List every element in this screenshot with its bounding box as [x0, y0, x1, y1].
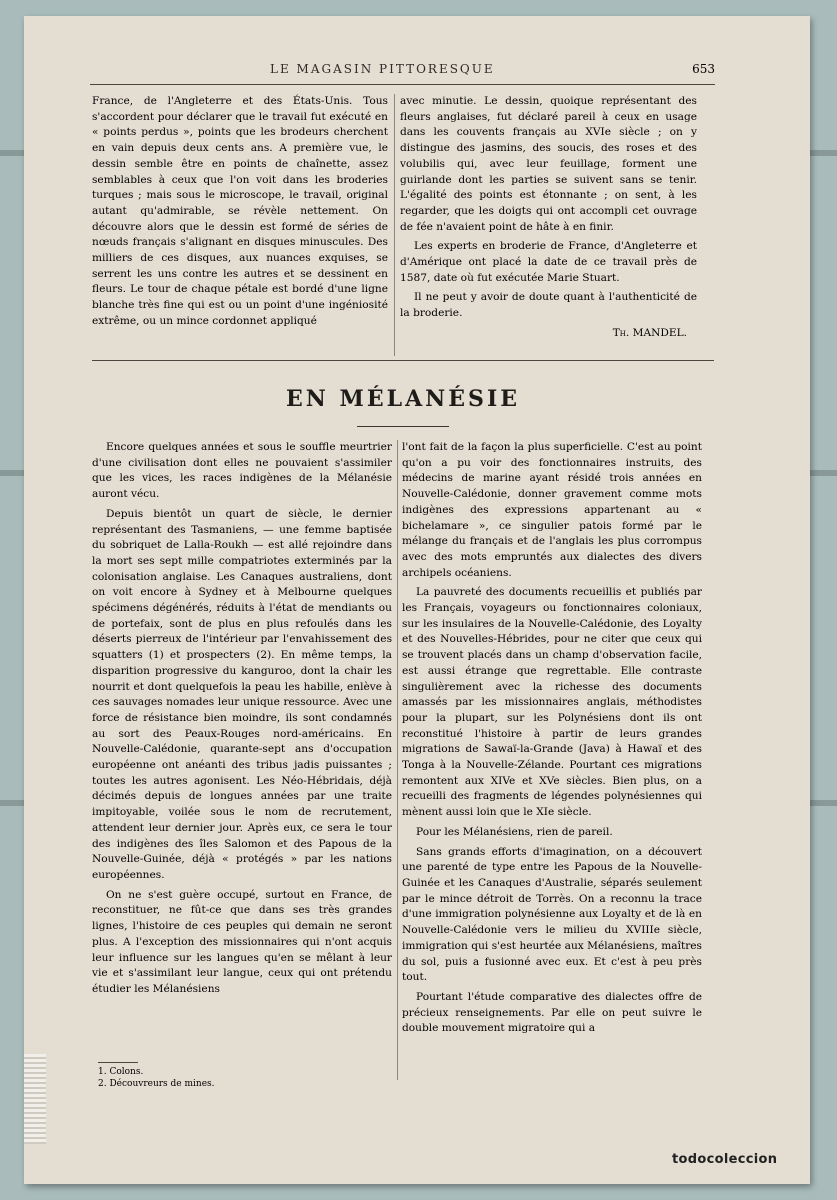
paragraph: Pourtant l'étude comparative des dialectes offre de précieux renseignements. Par elle on peut suivre le double mouvement migratoire qui a [402, 990, 702, 1035]
paragraph: France, de l'Angleterre et des États-Unis. Tous s'accordent pour déclarer que le travail fut exécuté en « points perdus », points que les brodeurs cherchent en vain depuis deux cents ans. A première vue, le dessin semble être en points de chaînette, assez semblables à ceux que l'on voit dans les broderies turques ; mais sous le microscope, le travail, original autant qu'admirable, se révèle nettement. On découvre alors que le dessin est formé de séries de nœuds français s'alignant en disques minuscules. Des milliers de ces disques, aux nuances exquises, se serrent les uns contre les autres et se dessinent en fleurs. Le tour de chaque pétale est bordé d'une ligne blanche très fine qui est ou un point d'une ingéniosité extrême, ou un mince cordonnet appliqué [92, 95, 388, 327]
footnote-rule [98, 1062, 138, 1063]
title-underline [357, 426, 449, 427]
previous-article-column-1 [92, 94, 388, 330]
column-divider [394, 94, 395, 356]
paragraph: On ne s'est guère occupé, surtout en France, de reconstituer, ne fût-ce que dans ses très grandes lignes, l'histoire de ces peuples qui demain ne seront plus. A l'exception des missionnaires qui n'ont acquis leur influence sur les langues qu'en se mêlant à leur vie et s'assimilant leur langue, ceux qui ont prétendu étudier les Mélanésiens [92, 888, 392, 995]
article-column-1 [92, 440, 392, 998]
paragraph: l'ont fait de la façon la plus superficielle. C'est au point qu'on a pu voir des fonctionnaires instruits, des médecins de marine ayant résidé trois années en Nouvelle-Calédonie, donner gravement comme mots indigènes des expressions appartenant au « bichelamare », ce singulier patois formé par le mélange du français et de l'anglais les plus corrompus avec des mots empruntés aux dialectes des divers archipels océaniens. [402, 441, 702, 579]
paragraph: La pauvreté des documents recueillis et publiés par les Français, voyageurs ou fonctionnaires coloniaux, sur les insulaires de la Nouvelle-Calédonie, des Loyalty et des Nouvelles-Hébrides, pour ne citer que ceux qui se trouvent placés dans un champ d'observation facile, est aussi étrange que regrettable. Elle contraste singulièrement avec la richesse des documents amassés par les missionnaires anglais, méthodistes pour la plupart, sur les Polynésiens dont ils ont reconstitué l'histoire à partir de leurs grandes migrations de Sawaï-la-Grande (Java) à Hawaï et des Tonga à la Nouvelle-Zélande. Pourtant ces migrations remontent aux XIVe et XVe siècles. Bien plus, on a recueilli des fragments de légendes polynésiennes qui mènent aussi loin que le XIe siècle. [402, 586, 702, 819]
paragraph: Sans grands efforts d'imagination, on a découvert une parenté de type entre les Papous de la Nouvelle-Guinée et les Canaques d'Australie, séparés seulement par le mince détroit de Torrès. On a reconnu la trace d'une immigration polynésienne aux Loyalty et de là en Nouvelle-Calédonie vers le milieu du XVIIIe siècle, immigration qui s'est heurtée aux Mélanésiens, maîtres du sol, puis a fusionné avec eux. Et c'est à peu près tout. [402, 845, 702, 984]
watermark-logo [672, 1152, 777, 1167]
paragraph: avec minutie. Le dessin, quoique représentant des fleurs anglaises, fut déclaré pareil à ceux en usage dans les couvents français au XVIe siècle ; on y distingue des jasmins, des soucis, des roses et des volubilis qui, avec leur feuillage, forment une guirlande dont les parties se suivent sans se tenir. L'égalité des points est étonnante ; on sent, à les regarder, que les doigts qui ont accompli cet ouvrage de fée n'avaient point de hâte à en finir. [400, 95, 697, 233]
article-column-2 [402, 440, 702, 1037]
author-signature: Th. MANDEL. [612, 326, 687, 339]
column-divider [397, 440, 398, 1080]
paragraph: Encore quelques années et sous le souffle meurtrier d'une civilisation dont elles ne pouvaient s'assimiler que les vices, les races indigènes de la Mélanésie auront vécu. [92, 441, 392, 501]
footnotes [98, 1062, 378, 1090]
running-title: LE MAGASIN PITTORESQUE [270, 62, 495, 76]
footnote: 2. Découvreurs de mines. [98, 1079, 215, 1089]
article-title: EN MÉLANÉSIE [285, 386, 521, 412]
section-divider [92, 360, 714, 361]
binding-thread [24, 1054, 46, 1144]
previous-article-column-2 [400, 94, 697, 342]
paragraph: Pour les Mélanésiens, rien de pareil. [416, 825, 613, 838]
watermark-text: todocoleccion [672, 1152, 778, 1167]
page-number: 653 [692, 62, 715, 76]
footnote: 1. Colons. [98, 1067, 144, 1077]
paragraph: Les experts en broderie de France, d'Angleterre et d'Amérique ont placé la date de ce travail près de 1587, date où fut exécutée Marie Stuart. [400, 240, 697, 284]
running-header [90, 60, 715, 85]
paragraph: Depuis bientôt un quart de siècle, le dernier représentant des Tasmaniens, — une femme baptisée du sobriquet de Lalla-Roukh — est allé rejoindre dans la mort ses sept mille compatriotes exterminés par la colonisation anglaise. Les Canaques australiens, dont on voit encore à Sydney et à Melbourne quelques spécimens dégénérés, réduits à l'état de mendiants ou de portefaix, sont de plus en plus refoulés dans les déserts pierreux de l'intérieur par l'envahissement des squatters (1) et prospecters (2). En même temps, la disparition progressive du kanguroo, dont la chair les nourrit et dont quelquefois la peau les habille, enlève à ces sauvages nomades leur unique ressource. Avec une force de résistance bien moindre, ils sont condamnés au sort des Peaux-Rouges nord-américains. En Nouvelle-Calédonie, quarante-sept ans d'occupation européenne ont anéanti des tribus jadis puissantes ; toutes les autres agonisent. Les Néo-Hébridais, déjà décimés depuis de longues années par une traite impitoyable, voilée sous le nom de recrutement, attendent leur dernier jour. Après eux, ce sera le tour des indigènes des îles Salomon et des Papous de la Nouvelle-Guinée, déjà « protégés » par les nations européennes. [92, 507, 392, 881]
paragraph: Il ne peut y avoir de doute quant à l'authenticité de la broderie. [400, 291, 697, 320]
